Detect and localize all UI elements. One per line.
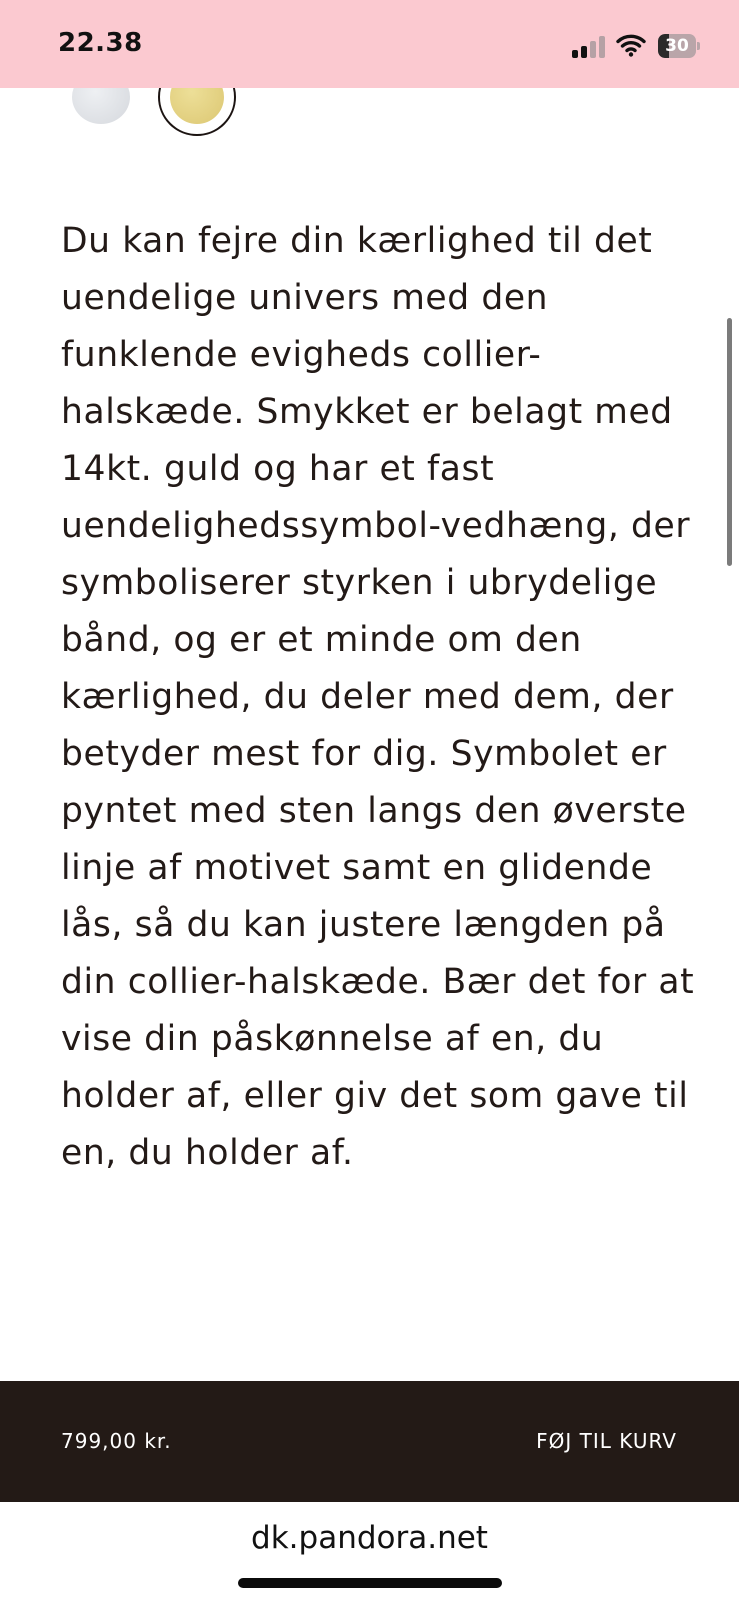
home-indicator[interactable] — [238, 1578, 502, 1588]
scrollbar[interactable] — [727, 318, 732, 566]
battery-level: 30 — [665, 36, 689, 56]
product-description: Du kan fejre din kærlighed til det uendelige univers med den funklende evigheds collier-halskæde. Smykket er belagt med 14kt. guld og har et fast uendelighedssymbol-vedhæng, der symboliserer styrken i ubrydelige bånd, og er et minde om den kærlighed, du deler med dem, der betyder mest for dig. Symbolet er pyntet med sten langs den øverste linje af motivet samt en glidende lås, så du kan justere længden på din collier-halskæde. Bær det for at vise din påskønnelse af en, du holder af, eller giv det som gave til en, du holder af. — [61, 221, 695, 1173]
status-bar — [0, 0, 739, 88]
add-to-cart-bar — [0, 1381, 739, 1502]
signal-icon — [572, 36, 606, 58]
url-label[interactable]: dk.pandora.net — [251, 1520, 488, 1556]
wifi-icon — [616, 33, 646, 57]
battery-icon — [658, 34, 700, 58]
price: 799,00 kr. — [61, 1429, 172, 1453]
browser-bar — [0, 1502, 739, 1600]
add-to-cart-button[interactable]: FØJ TIL KURV — [536, 1429, 677, 1453]
status-time: 22.38 — [58, 28, 143, 58]
